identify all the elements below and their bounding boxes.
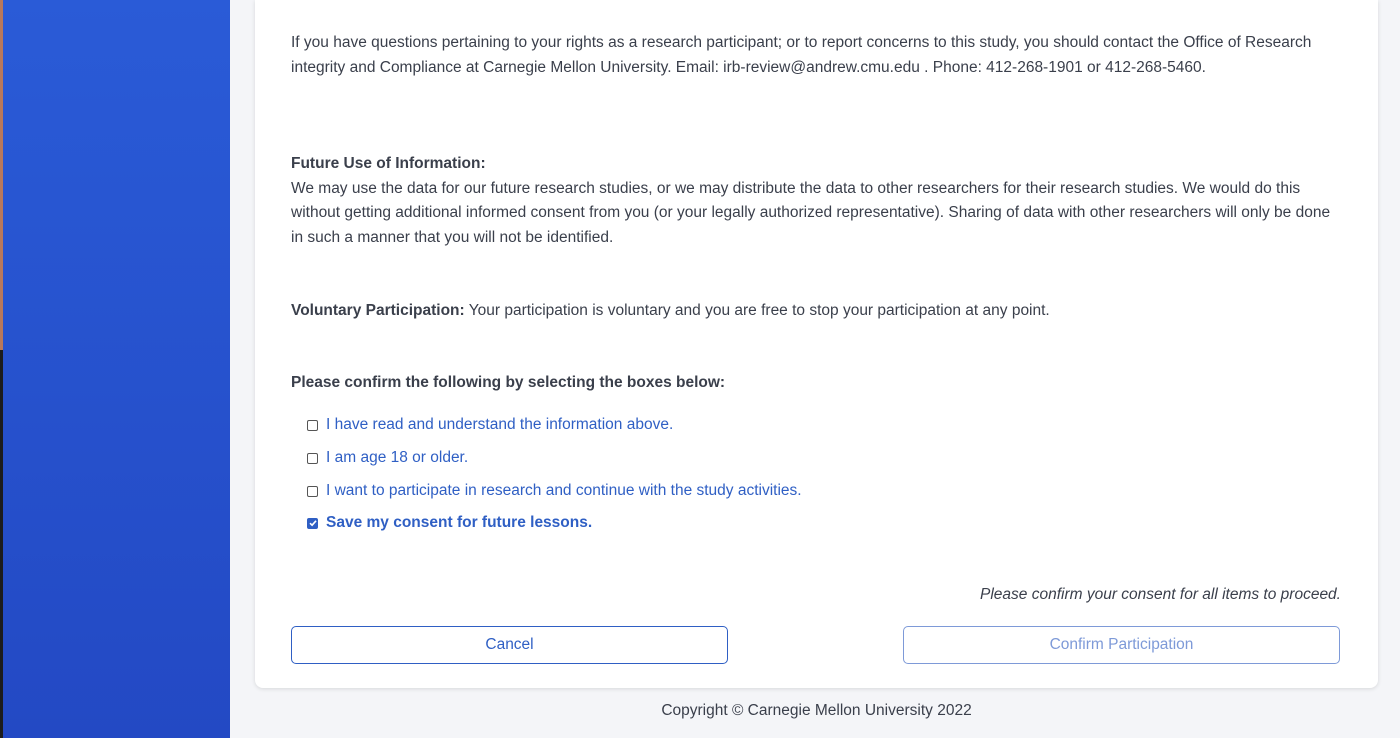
checkbox-label[interactable]: I want to participate in research and continue with the study activities. [326,482,802,499]
footer-copyright: Copyright © Carnegie Mellon University 2022 [661,702,972,719]
voluntary-section [291,299,1346,324]
consent-checkbox-participate[interactable] [307,481,802,501]
checkbox-label[interactable]: Save my consent for future lessons. [326,514,593,531]
checkbox[interactable] [307,420,318,431]
consent-checkbox-age[interactable] [307,448,468,468]
checkbox-label[interactable]: I am age 18 or older. [326,449,469,466]
checkbox[interactable] [307,453,318,464]
cancel-button[interactable]: Cancel [291,626,728,664]
checkbox[interactable] [307,518,318,529]
voluntary-text: Your participation is voluntary and you are free to stop your participation at any point. [464,302,1050,319]
future-use-text: We may use the data for our future research studies, or we may distribute the data to other researchers for their research studies. We would do this without getting additional informed consent from you (or your legally authorized representative). Sharing of data with other researchers will only be done in such a manner that you will not be identified. [291,179,1331,246]
checkbox[interactable] [307,486,318,497]
checkmark-icon [309,519,317,527]
sidebar-edge-strip-dark [0,350,3,738]
contact-paragraph: If you have questions pertaining to your rights as a research participant; or to report concerns to this study, you should contact the Office of Research integrity and Compliance at Carnegie Mellon University. Email: irb-review@andrew.cmu.edu . Phone: 412-268-1901 or 412-268-5460. [291,34,1312,76]
consent-checkbox-read[interactable] [307,415,673,435]
confirm-heading: Please confirm the following by selecting the boxes below: [291,374,726,391]
confirm-participation-button[interactable]: Confirm Participation [903,626,1340,664]
consent-notice: Please confirm your consent for all items to proceed. [980,586,1341,603]
consent-checkbox-save[interactable] [307,513,592,533]
checkbox-label[interactable]: I have read and understand the information above. [326,416,674,433]
sidebar-edge-strip [0,0,3,350]
consent-card [255,0,1378,688]
sidebar [0,0,230,738]
future-use-section [291,152,1346,250]
future-use-heading: Future Use of Information: [291,155,486,172]
voluntary-heading: Voluntary Participation: [291,302,465,319]
